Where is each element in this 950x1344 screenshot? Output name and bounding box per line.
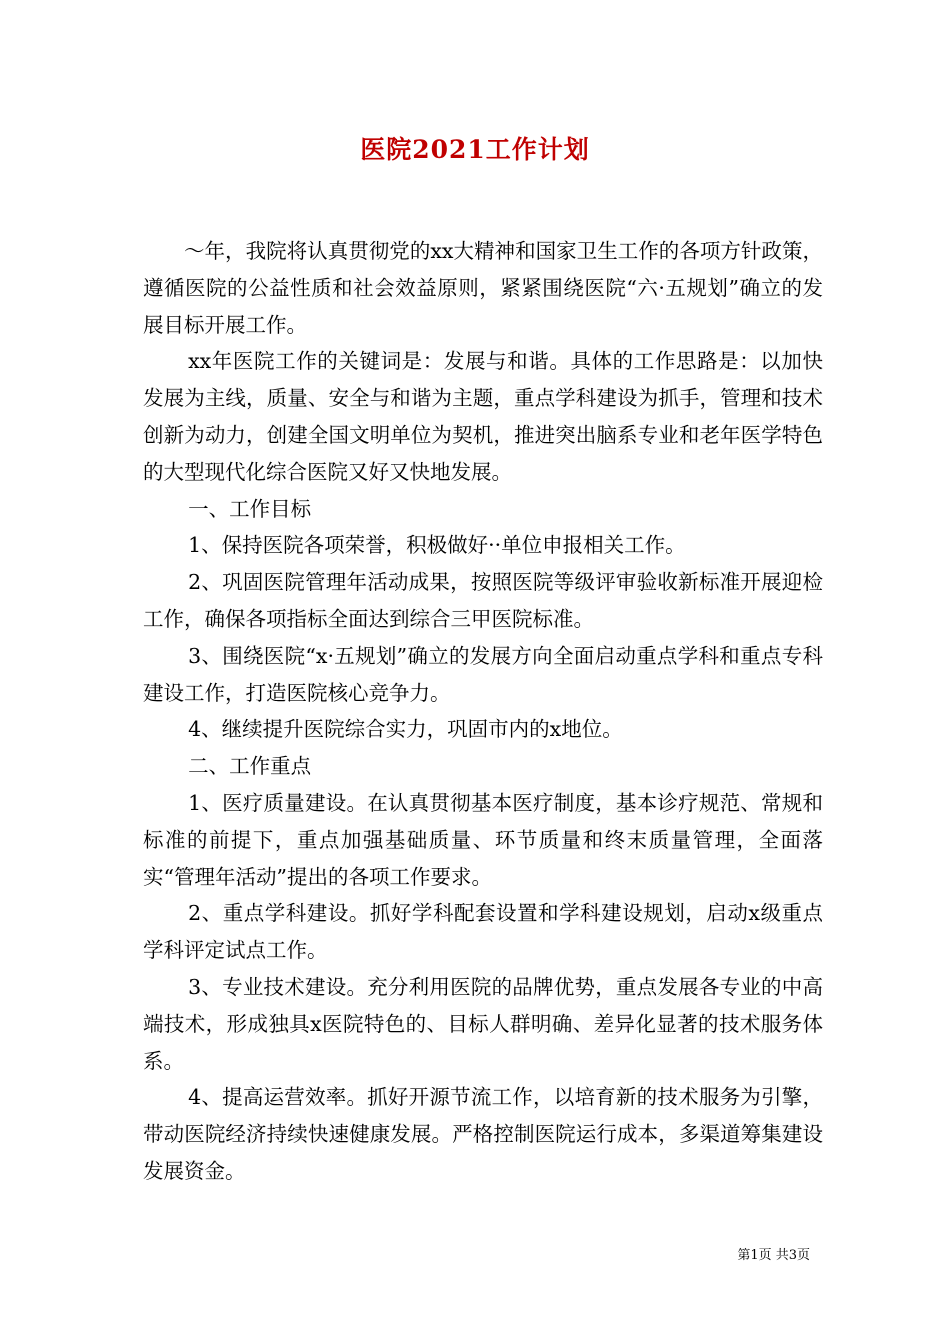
paragraph-keywords: xx年医院工作的关键词是：发展与和谐。具体的工作思路是：以加快发展为主线，质量、安全与和谐为主题，重点学科建设为抓手，管理和技术创新为动力，创建全国文明单位为契机，推进突出脑系专业和老年医学特色的大型现代化综合医院又好又快地发展。	[143, 349, 823, 484]
list-item-goal-2: 2、巩固医院管理年活动成果，按照医院等级评审验收新标准开展迎检工作，确保各项指标全面达到综合三甲医院标准。	[143, 570, 823, 631]
paragraph-intro: ～年，我院将认真贯彻党的xx大精神和国家卫生工作的各项方针政策，遵循医院的公益性质和社会效益原则，紧紧围绕医院“六·五规划”确立的发展目标开展工作。	[143, 239, 823, 337]
list-item-focus-2: 2、重点学科建设。抓好学科配套设置和学科建设规划，启动x级重点学科评定试点工作。	[143, 901, 823, 963]
list-item-focus-1: 1、医疗质量建设。在认真贯彻基本医疗制度，基本诊疗规范、常规和标准的前提下，重点加强基础质量、环节质量和终末质量管理，全面落实“管理年活动”提出的各项工作要求。	[143, 790, 823, 889]
list-item-goal-4: 4、继续提升医院综合实力，巩固市内的x地位。	[188, 717, 623, 742]
document-body	[143, 233, 823, 1190]
section-heading-goals: 一、工作目标	[188, 496, 312, 521]
list-item-goal-1: 1、保持医院各项荣誉，积极做好··单位申报相关工作。	[188, 533, 686, 558]
list-item-focus-3: 3、专业技术建设。充分利用医院的品牌优势，重点发展各专业的中高端技术，形成独具x医院特色的、目标人群明确、差异化显著的技术服务体系。	[143, 974, 823, 1073]
page-number-footer: 第1页 共3页	[737, 1248, 810, 1263]
list-item-focus-4: 4、提高运营效率。抓好开源节流工作，以培育新的技术服务为引擎，带动医院经济持续快速健康发展。严格控制医院运行成本，多渠道筹集建设发展资金。	[143, 1085, 823, 1183]
section-heading-focus: 二、工作重点	[188, 754, 312, 779]
list-item-goal-3: 3、围绕医院“x·五规划”确立的发展方向全面启动重点学科和重点专科建设工作，打造医院核心竞争力。	[143, 643, 823, 705]
document-title: 医院2021工作计划	[360, 135, 590, 164]
